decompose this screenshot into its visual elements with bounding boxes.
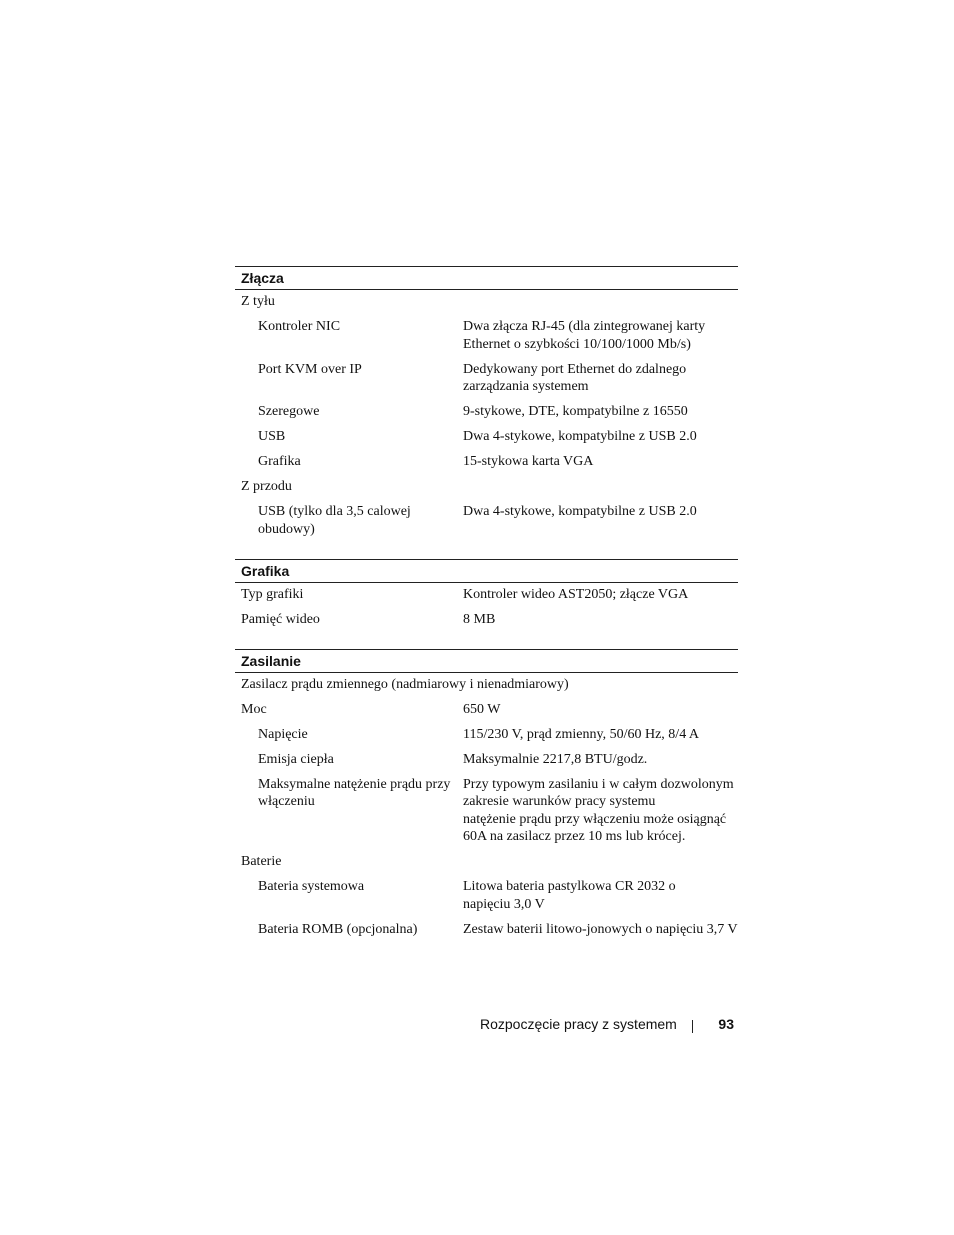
spec-value: 15-stykowa karta VGA — [463, 454, 594, 469]
spec-row — [235, 726, 738, 751]
spec-row — [235, 478, 738, 503]
spec-label: USB (tylko dla 3,5 calowej obudowy) — [258, 504, 411, 537]
spec-label: Kontroler NIC — [258, 319, 341, 334]
spec-table — [235, 266, 738, 959]
spec-label: Z tyłu — [241, 294, 275, 309]
spec-value: Dwa złącza RJ-45 (dla zintegrowanej karty Ethernet o szybkości 10/100/1000 Mb/s) — [463, 319, 706, 352]
footer-separator — [692, 1020, 693, 1033]
spec-label: Pamięć wideo — [241, 611, 320, 627]
spec-value: 650 W — [463, 701, 501, 717]
spec-label: Bateria systemowa — [258, 879, 365, 894]
page-footer — [480, 1015, 736, 1035]
spec-row — [235, 453, 738, 478]
spec-value — [463, 293, 738, 311]
spec-row — [235, 878, 738, 921]
section — [235, 266, 738, 546]
spec-value: 115/230 V, prąd zmienny, 50/60 Hz, 8/4 A — [463, 726, 700, 742]
section-heading: Zasilanie — [235, 649, 738, 673]
spec-row — [235, 361, 738, 404]
spec-row — [235, 503, 738, 546]
spec-row — [235, 586, 738, 611]
spec-value: 9-stykowe, DTE, kompatybilne z 16550 — [463, 404, 688, 419]
spec-label: USB — [258, 429, 286, 444]
spec-label: Napięcie — [258, 726, 308, 742]
spec-label: Moc — [241, 701, 267, 717]
spec-label: Z przodu — [241, 479, 292, 494]
spec-row — [235, 701, 738, 726]
spec-value: Przy typowym zasilaniu i w całym dozwolonym zakresie warunków pracy systemu natężenie prądu przy włączeniu może osiągnąć 60A na zasilacz przez 10 ms lub krócej. — [463, 776, 734, 844]
spec-row — [235, 853, 738, 878]
spec-label: Bateria ROMB (opcjonalna) — [258, 921, 418, 937]
spec-row — [235, 428, 738, 453]
spec-value: Dedykowany port Ethernet do zdalnego zarządzania systemem — [463, 361, 687, 394]
spec-value: Litowa bateria pastylkowa CR 2032 o napięciu 3,0 V — [463, 879, 676, 912]
spec-row — [235, 403, 738, 428]
spec-label: Maksymalne natężenie prądu przy włączeniu — [258, 776, 451, 809]
section-heading: Grafika — [235, 559, 738, 583]
spec-value — [463, 478, 738, 496]
spec-row — [235, 318, 738, 361]
spec-value: Zestaw baterii litowo-jonowych o napięciu 3,7 V — [463, 921, 738, 937]
spec-value: Dwa 4-stykowe, kompatybilne z USB 2.0 — [463, 504, 697, 519]
footer-title: Rozpoczęcie pracy z systemem — [480, 1016, 677, 1032]
spec-label: Baterie — [241, 854, 282, 869]
spec-label: Typ grafiki — [241, 586, 304, 602]
spec-value: Maksymalnie 2217,8 BTU/godz. — [463, 751, 648, 767]
spec-value: 8 MB — [463, 611, 496, 627]
spec-label: Port KVM over IP — [258, 361, 362, 377]
section — [235, 559, 738, 636]
spec-row — [235, 611, 738, 636]
spec-row — [235, 921, 738, 946]
spec-label: Szeregowe — [258, 404, 320, 419]
spec-label: Zasilacz prądu zmiennego (nadmiarowy i nienadmiarowy) — [241, 676, 569, 692]
spec-row — [235, 293, 738, 318]
section-heading: Złącza — [235, 266, 738, 290]
spec-row — [235, 676, 738, 701]
spec-value: Dwa 4-stykowe, kompatybilne z USB 2.0 — [463, 429, 697, 444]
spec-row — [235, 776, 738, 854]
spec-label: Emisja ciepła — [258, 751, 334, 767]
spec-value — [463, 853, 738, 871]
spec-value: Kontroler wideo AST2050; złącze VGA — [463, 586, 689, 602]
spec-label: Grafika — [258, 454, 301, 469]
section — [235, 649, 738, 946]
spec-row — [235, 751, 738, 776]
page-number: 93 — [718, 1016, 734, 1032]
